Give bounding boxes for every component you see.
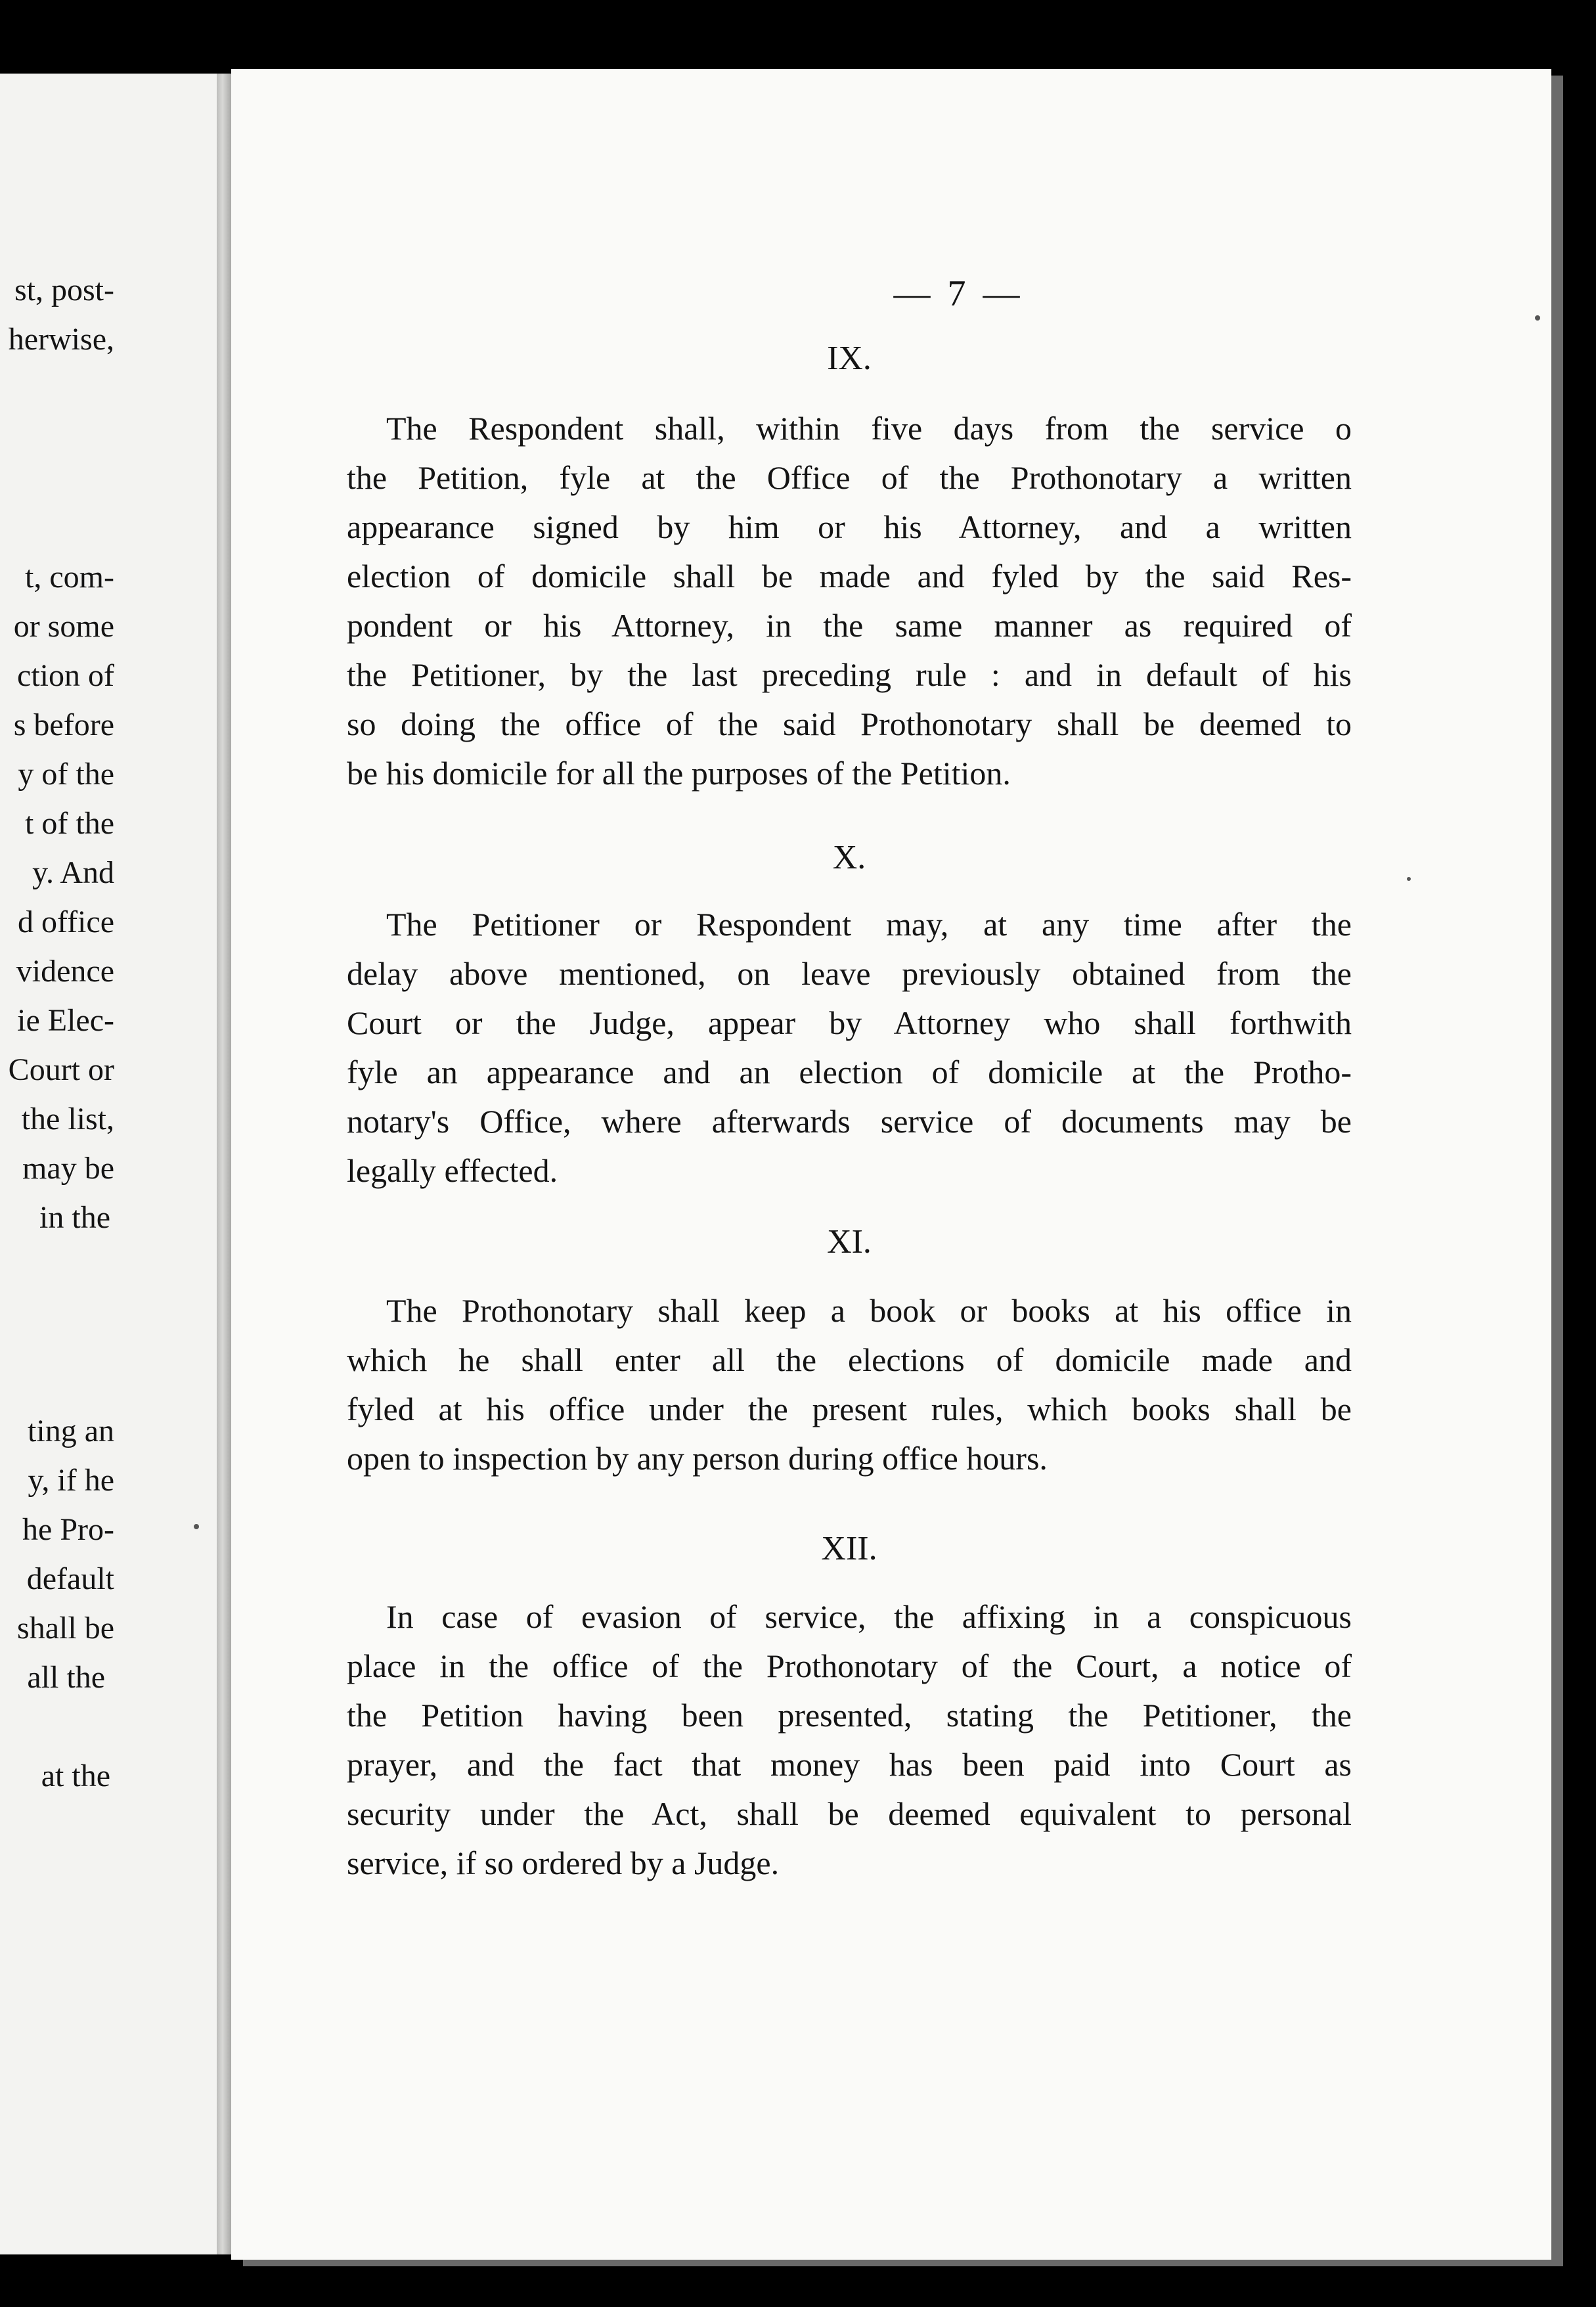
paragraph-line: security under the Act, shall be deemed equivalent to personal — [347, 1795, 1352, 1832]
left-page-line: herwise, — [8, 322, 114, 357]
left-page-fragment — [0, 74, 231, 2254]
left-page-line: or some — [13, 609, 114, 644]
left-page-line: default — [26, 1561, 114, 1596]
paragraph-line: prayer, and the fact that money has been paid into Court as — [347, 1746, 1352, 1783]
section-body — [347, 1286, 1352, 1483]
section-heading: IX. — [827, 340, 872, 377]
left-page-line: ie Elec- — [17, 1003, 114, 1038]
paragraph-line: place in the office of the Prothonotary of the Court, a notice of — [347, 1647, 1352, 1684]
paragraph-line: election of domicile shall be made and fyled by the said Res- — [347, 558, 1352, 594]
paragraph-line: delay above mentioned, on leave previously obtained from the — [347, 955, 1352, 992]
section-x — [347, 841, 1352, 1196]
paragraph-line: open to inspection by any person during office hours. — [347, 1440, 1048, 1477]
paragraph-line: Court or the Judge, appear by Attorney who shall forthwith — [347, 1004, 1352, 1041]
paragraph-line: appearance signed by him or his Attorney, and a written — [347, 508, 1352, 545]
section-heading: XII. — [821, 1530, 877, 1567]
section-body — [347, 900, 1352, 1196]
section-body — [347, 1592, 1352, 1888]
paragraph-line: The Petitioner or Respondent may, at any time after the — [386, 906, 1352, 943]
paragraph-line: fyled at his office under the present rules, which books shall be — [347, 1391, 1352, 1427]
paragraph-line: pondent or his Attorney, in the same manner as required of — [347, 607, 1352, 644]
left-page-line: t, com- — [25, 560, 114, 594]
paragraph-line: the Petitioner, by the last preceding rule : and in default of his — [347, 656, 1352, 693]
left-page-line: he Pro- — [22, 1512, 114, 1547]
right-page — [231, 69, 1551, 2260]
paragraph-line: notary's Office, where afterwards service of documents may be — [347, 1103, 1352, 1140]
paragraph-line: so doing the office of the said Prothonotary shall be deemed to — [347, 706, 1352, 742]
page-gutter — [217, 74, 231, 2254]
left-page-line: d office — [17, 905, 114, 939]
left-page-line: at the — [41, 1758, 110, 1793]
section-heading: X. — [832, 839, 866, 876]
paragraph-line: the Petition, fyle at the Office of the Prothonotary a written — [347, 459, 1352, 496]
paragraph-line: fyle an appearance and an election of domicile at the Protho- — [347, 1054, 1352, 1090]
section-xii — [347, 1532, 1352, 1888]
paragraph-line: which he shall enter all the elections of domicile made and — [347, 1341, 1352, 1378]
section-heading: XI. — [827, 1223, 872, 1261]
section-xi — [347, 1225, 1352, 1483]
left-page-line: Court or — [8, 1052, 114, 1087]
left-page-line: shall be — [17, 1611, 114, 1646]
left-page-line: s before — [13, 707, 114, 742]
left-page-line: t of the — [25, 806, 114, 841]
left-page-line: y of the — [18, 757, 114, 792]
paragraph-line: legally effected. — [347, 1152, 558, 1189]
paragraph-line: be his domicile for all the purposes of the Petition. — [347, 755, 1011, 792]
section-body — [347, 404, 1352, 798]
left-page-line: y, if he — [28, 1463, 114, 1498]
left-page-line: may be — [22, 1151, 114, 1186]
left-page-line: st, post- — [14, 273, 114, 307]
left-page-line: y. And — [32, 855, 114, 890]
left-page-line: vidence — [16, 954, 114, 989]
paper-speck — [1407, 877, 1411, 881]
left-page-line: ction of — [17, 658, 114, 693]
paragraph-line: The Respondent shall, within five days from the service o — [386, 410, 1352, 447]
paragraph-line: service, if so ordered by a Judge. — [347, 1845, 780, 1881]
paragraph-line: The Prothonotary shall keep a book or books at his office in — [386, 1292, 1352, 1329]
page-number: — 7 — — [893, 273, 1024, 314]
paper-speck — [194, 1524, 199, 1529]
left-page-line: all the — [27, 1660, 105, 1695]
paper-speck — [1535, 315, 1540, 321]
section-ix — [347, 342, 1352, 798]
paragraph-line: In case of evasion of service, the affixing in a conspicuous — [386, 1598, 1352, 1635]
paragraph-line: the Petition having been presented, stating the Petitioner, the — [347, 1697, 1352, 1734]
left-page-line: in the — [39, 1200, 110, 1235]
left-page-line: ting an — [28, 1414, 114, 1448]
left-page-line: the list, — [21, 1102, 114, 1136]
